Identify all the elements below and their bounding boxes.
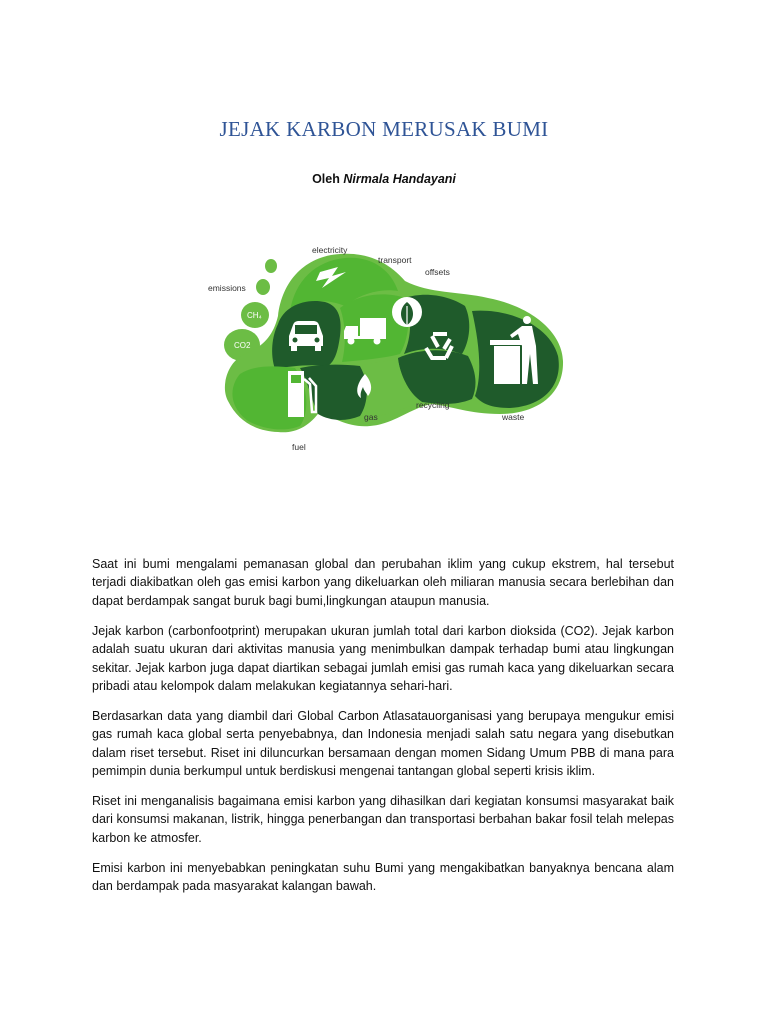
byline-prefix: Oleh: [312, 172, 340, 186]
paragraph-1: Saat ini bumi mengalami pemanasan global dan perubahan iklim yang cukup ekstrem, hal tersebut terjadi diakibatkan oleh gas emisi karbon yang dikeluarkan oleh miliaran manusia secara berlebihan dan dapat berdampak sangat buruk bagi bumi,lingkungan ataupun manusia.: [92, 557, 674, 608]
paragraph-4: Riset ini menganalisis bagaimana emisi karbon yang dihasilkan dari kegiatan konsumsi masyarakat baik dari konsumsi makanan, listrik, hingga penerbangan dan transportasi berbahan bakar fosil telah melepas karbon ke atmosfer.: [92, 793, 674, 845]
label-waste: waste: [502, 412, 525, 422]
toe-1: [265, 259, 277, 273]
article-body: [92, 555, 674, 907]
label-fuel: fuel: [292, 442, 306, 452]
footprint-graphic: [200, 236, 570, 461]
toe-2: [256, 279, 270, 295]
document-title: JEJAK KARBON MERUSAK BUMI: [219, 117, 549, 141]
paragraph-2: Jejak karbon (carbonfootprint) merupakan ukuran jumlah total dari karbon dioksida (CO2). Jejak karbon adalah suatu ukuran dari aktivitas manusia yang menimbulkan dampak terhadap bumi atau lingkungan sekitar. Jejak karbon juga dapat diartikan sebagai jumlah emisi gas rumah kaca yang dikeluarkan secara pribadi atau kelompok dalam melakukan kegiatannya sehari-hari.: [92, 623, 674, 693]
label-gas: gas: [364, 412, 378, 422]
leaf-icon: [392, 297, 422, 327]
label-co2: CO2: [234, 341, 251, 350]
paragraph-3: Berdasarkan data yang diambil dari Global Carbon Atlasatauorganisasi yang berupaya mengukur emisi gas rumah kaca global serta penyebabnya, dan Indonesia menjadi salah satu negara yang disebutkan dalam riset tersebut. Riset ini diluncurkan bersamaan dengan momen Sidang Umum PBB di mana para pemimpin dunia berkumpul untuk berdiskusi mengenai tantangan global seperti krisis iklim.: [92, 708, 674, 779]
label-offsets: offsets: [425, 267, 450, 277]
carbon-footprint-illustration: [200, 236, 570, 461]
label-transport: transport: [378, 255, 412, 265]
label-emissions: emissions: [208, 283, 246, 293]
label-recycling: recycling: [416, 400, 450, 410]
paragraph-5: Emisi karbon ini menyebabkan peningkatan suhu Bumi yang mengakibatkan banyaknya bencana alam dan berdampak pada masyarakat kalangan bawah.: [92, 860, 674, 894]
byline-author: Nirmala Handayani: [343, 172, 456, 186]
byline: [0, 172, 768, 186]
label-electricity: electricity: [312, 245, 348, 255]
label-ch4: CH₄: [247, 311, 262, 320]
